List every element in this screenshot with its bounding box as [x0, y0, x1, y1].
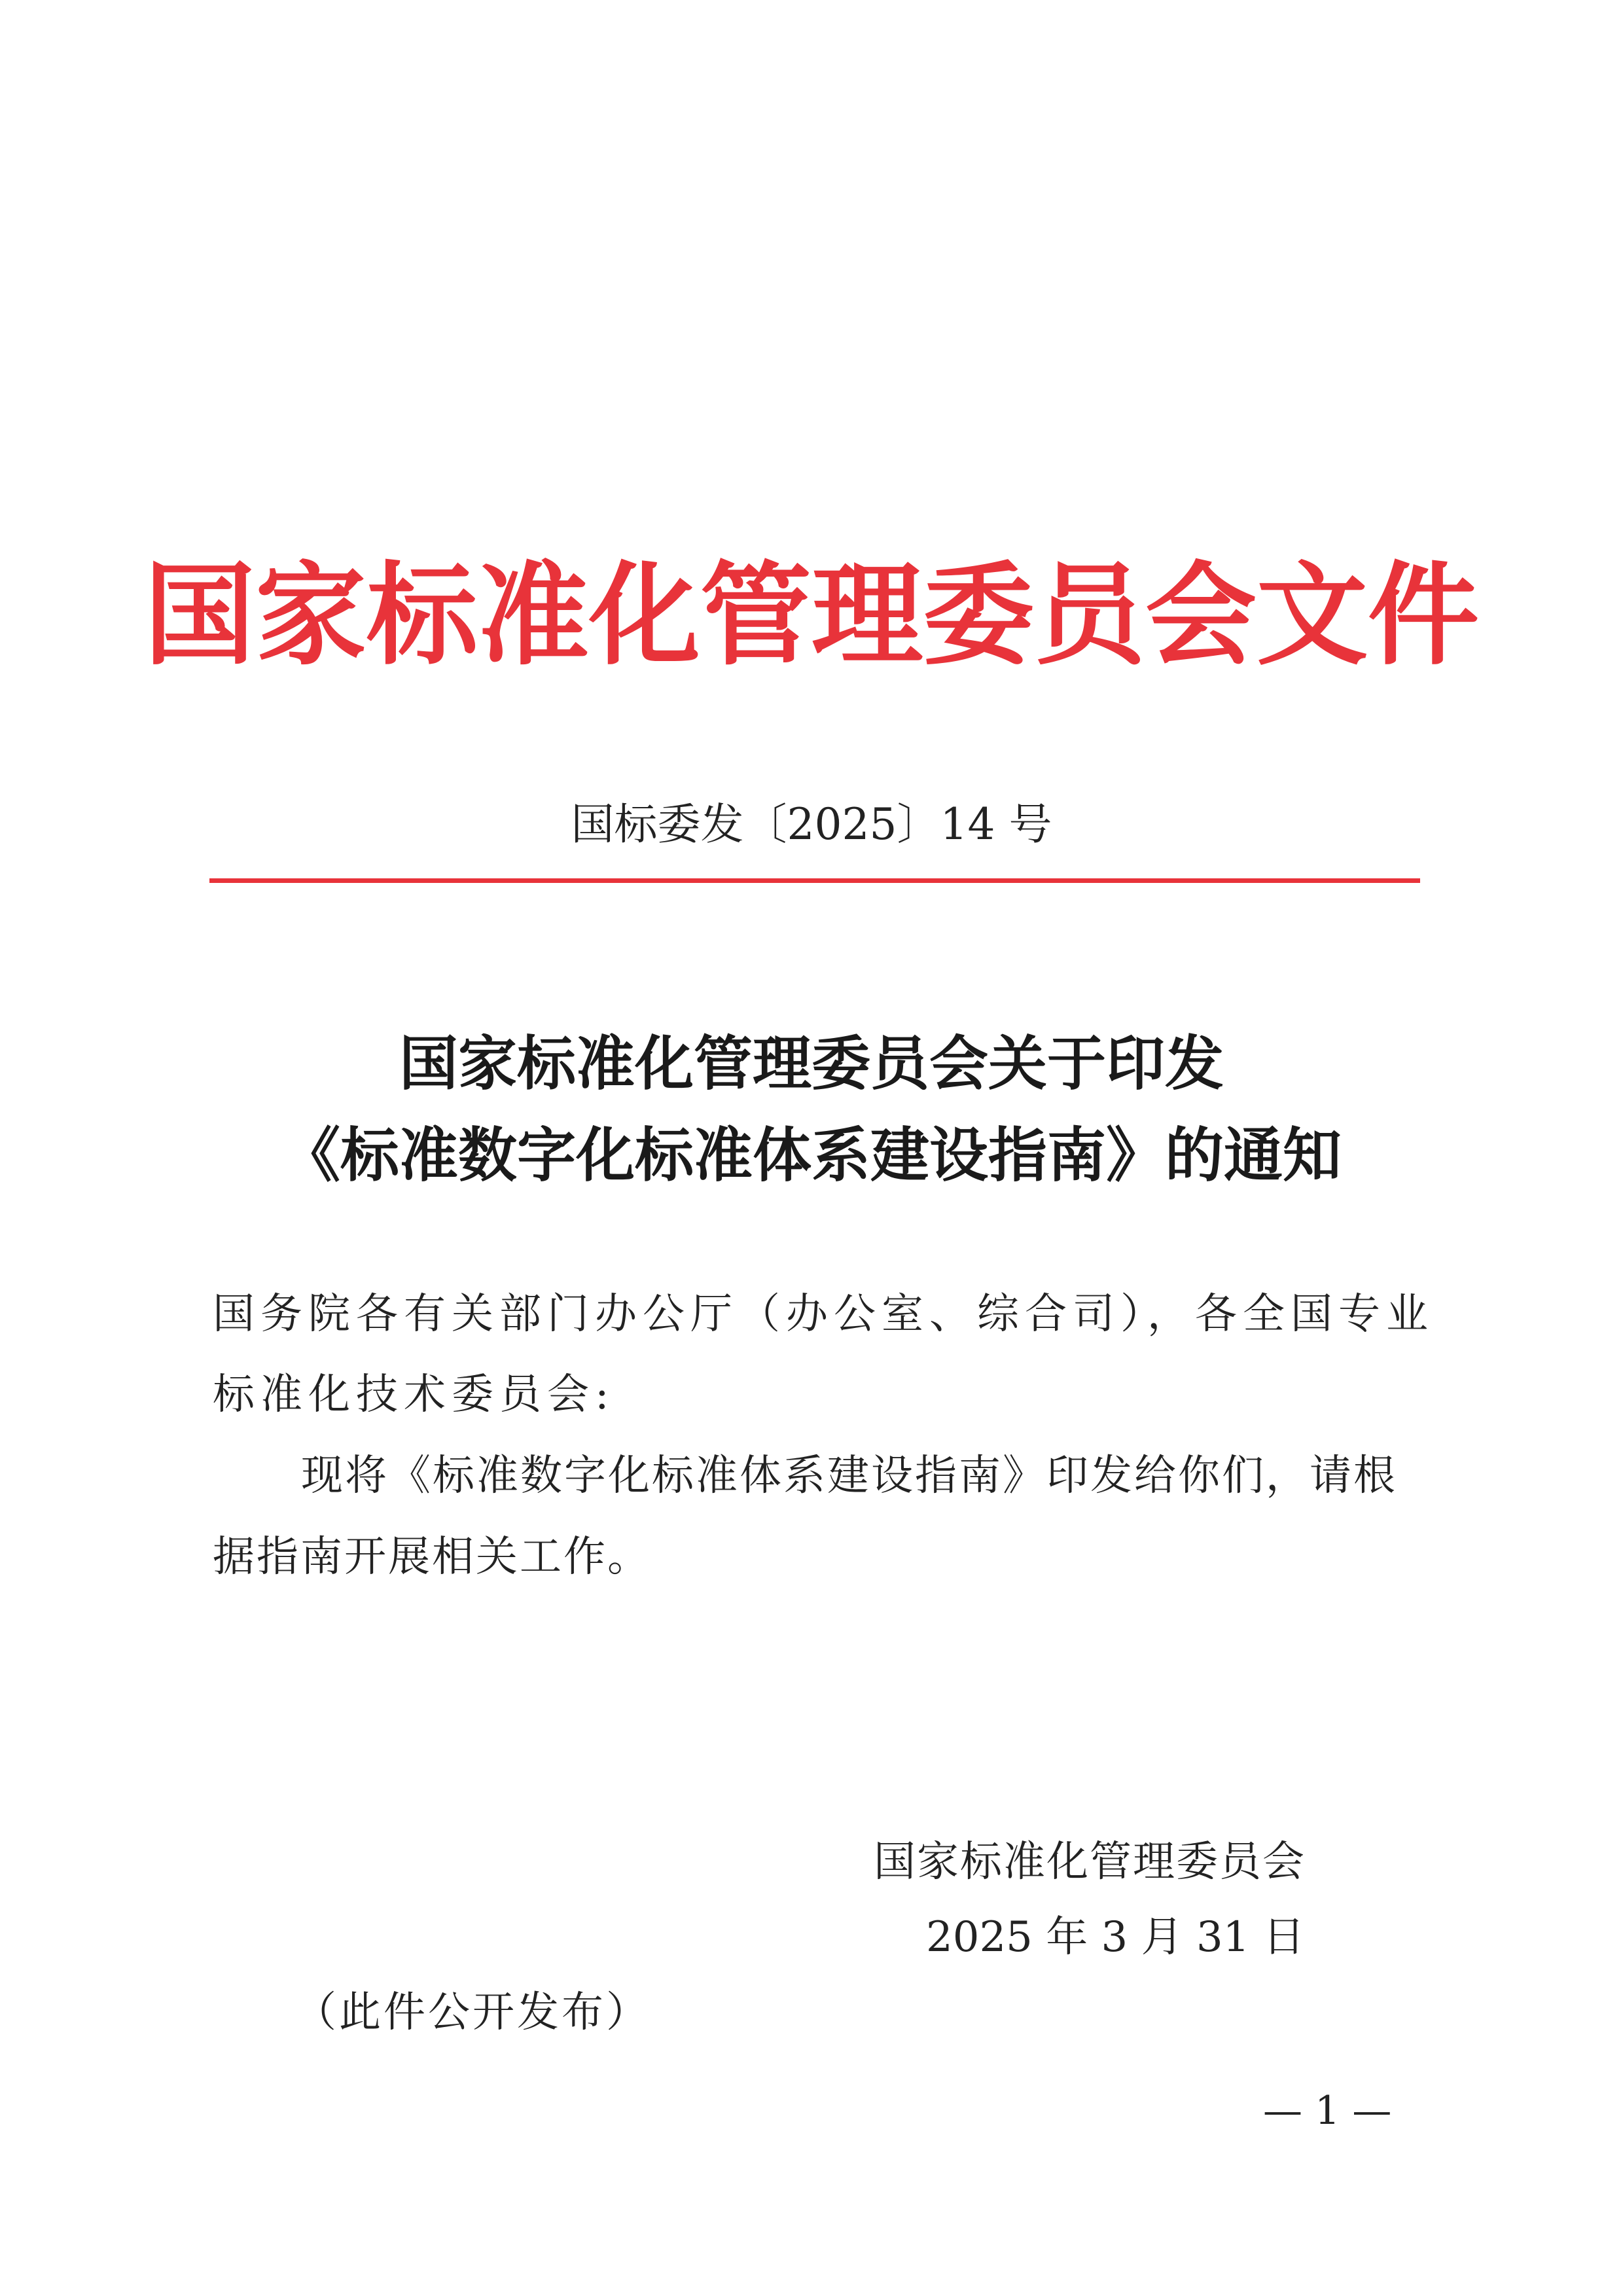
- page-number: — 1 —: [1263, 2088, 1392, 2134]
- body-paragraph-line-2: 据指南开展相关工作。: [213, 1533, 651, 1581]
- notice-title-line-2: 《标准数字化标准体系建设指南》的通知: [281, 1121, 1342, 1190]
- document-masthead: 国家标准化管理委员会文件: [143, 550, 1479, 681]
- signature-date: 2025 年 3 月 31 日: [926, 1913, 1305, 1962]
- public-release-note: （此件公开发布）: [294, 1988, 651, 2037]
- red-separator-line: [209, 878, 1420, 883]
- body-paragraph-line-1: 现将《标准数字化标准体系建设指南》印发给你们，请根: [301, 1452, 1397, 1500]
- recipients-line-2: 标准化技术委员会:: [213, 1371, 615, 1419]
- notice-title-line-1: 国家标准化管理委员会关于印发: [399, 1029, 1224, 1098]
- signature-issuer: 国家标准化管理委员会: [874, 1838, 1306, 1886]
- recipients-line-1: 国务院各有关部门办公厅（办公室、综合司），各全国专业: [213, 1290, 1434, 1338]
- document-number: 国标委发〔2025〕14 号: [571, 799, 1052, 850]
